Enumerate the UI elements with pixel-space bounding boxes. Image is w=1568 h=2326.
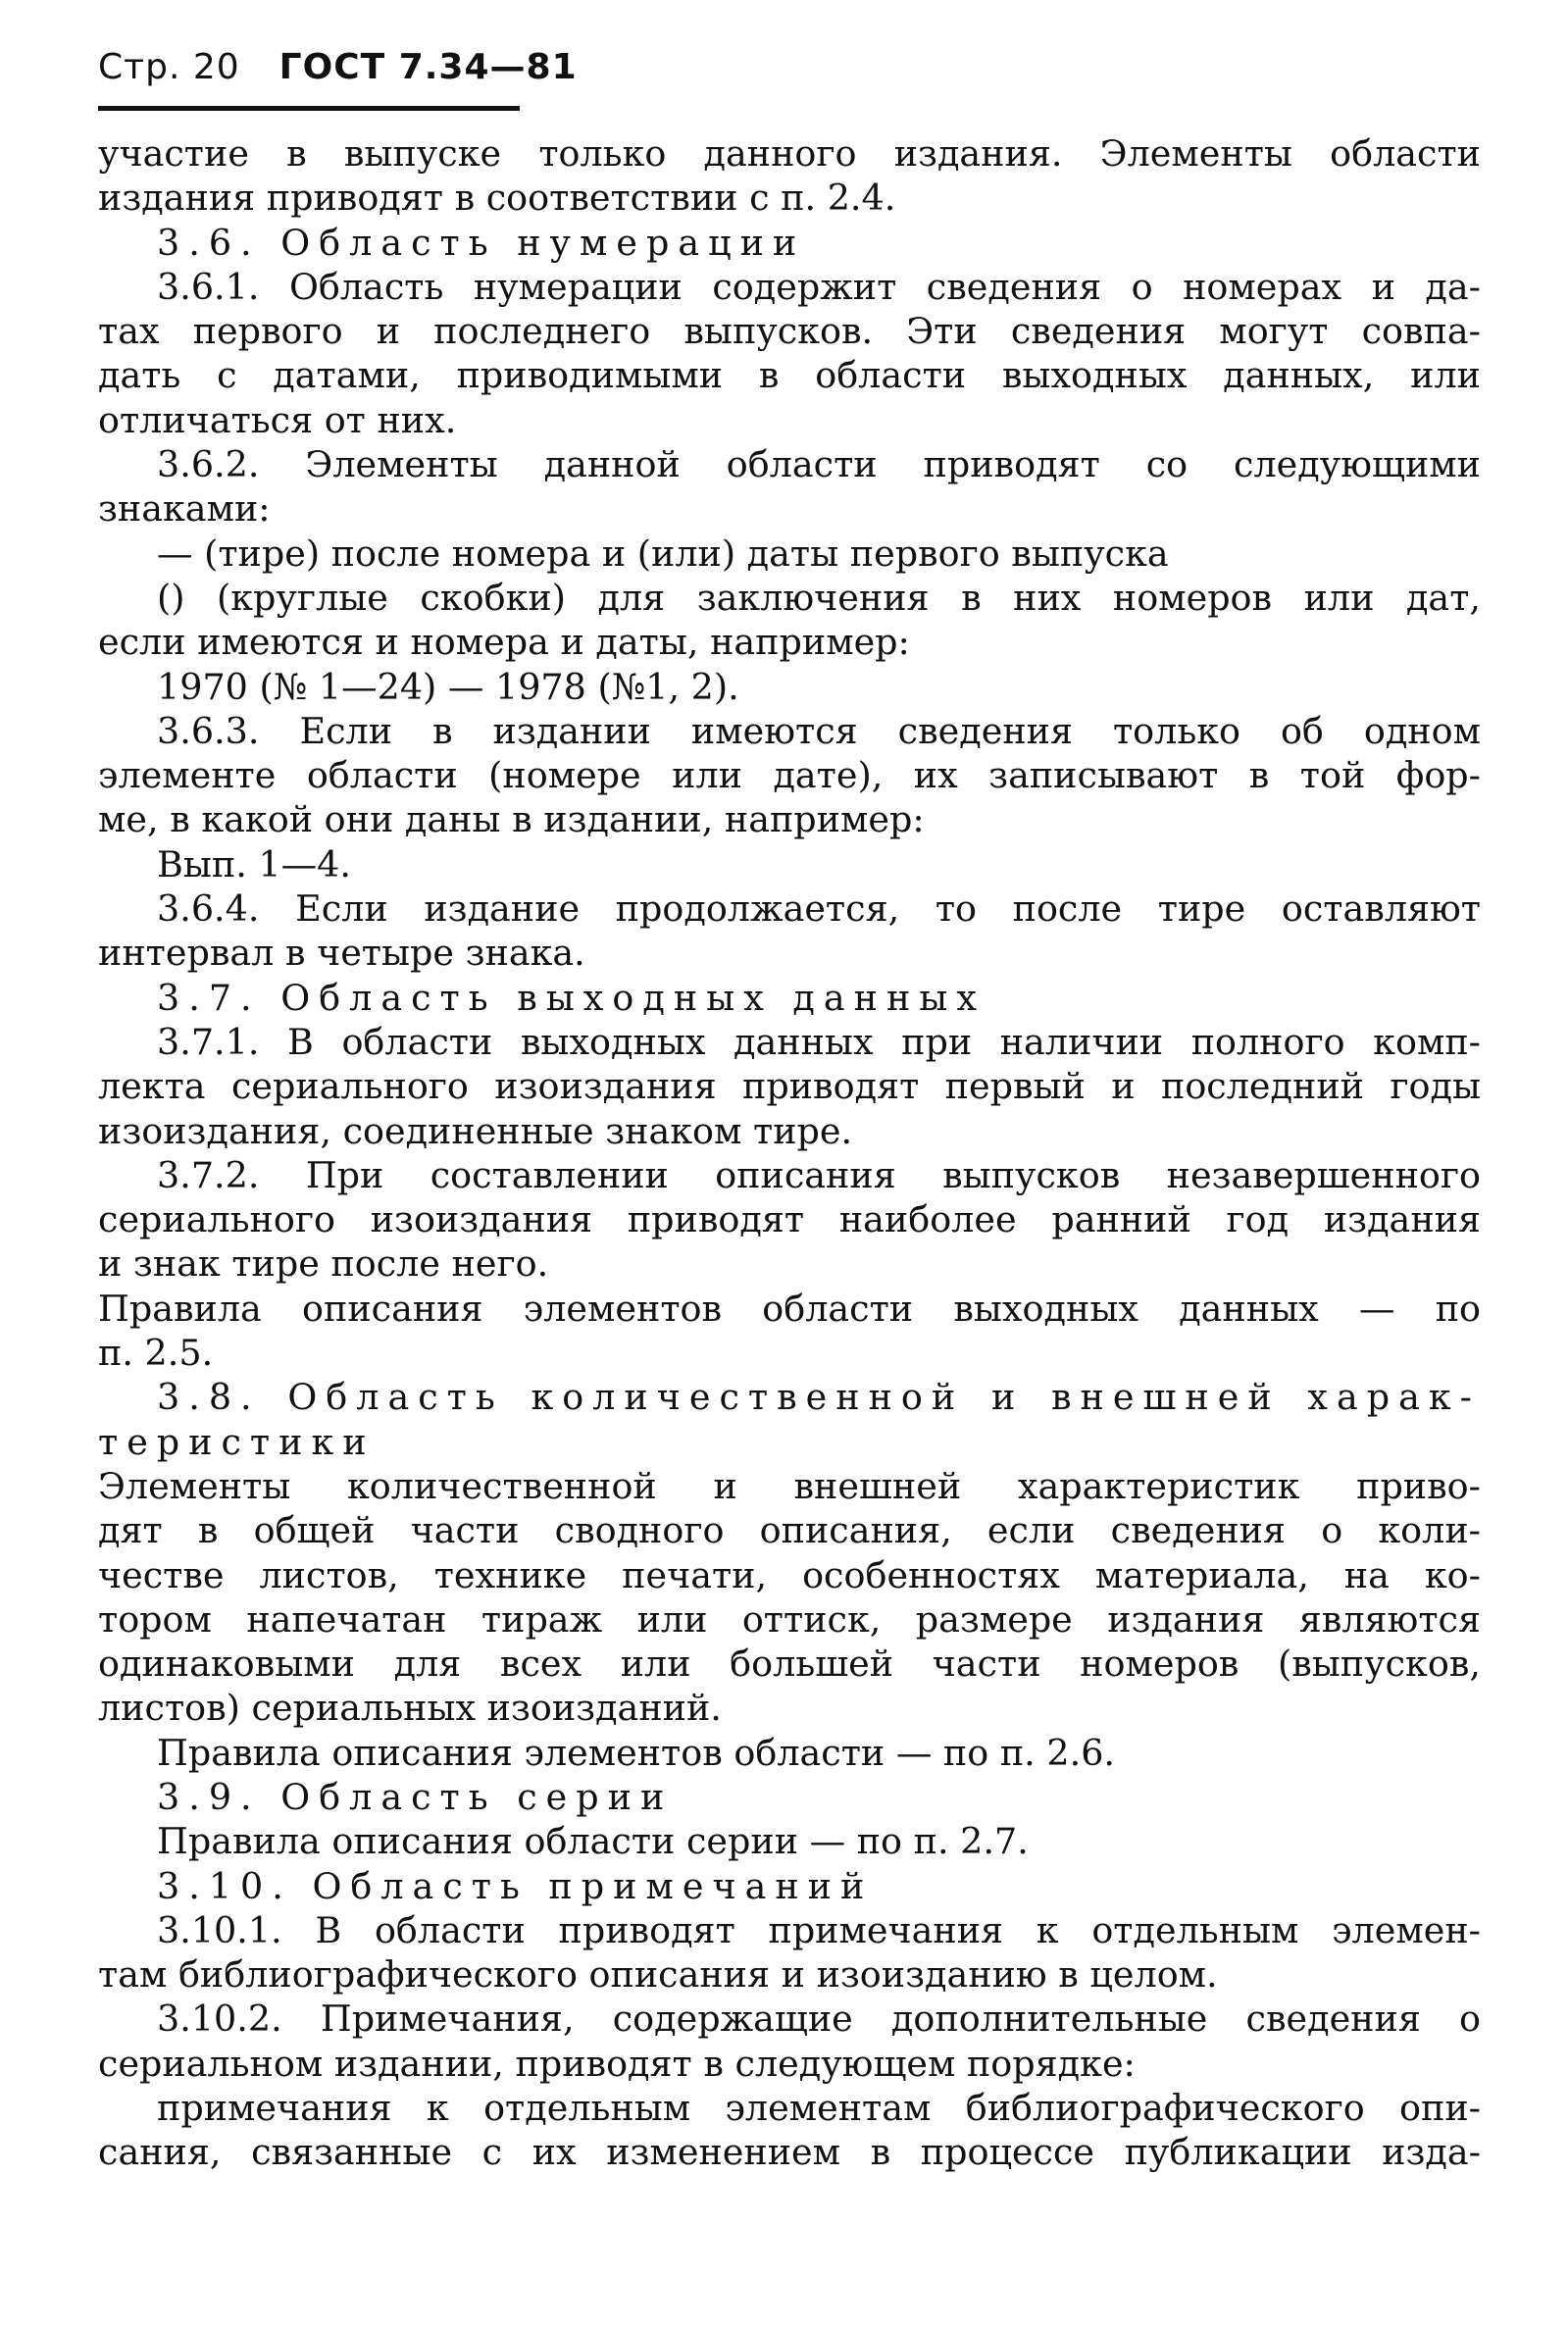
text-line: Вып. 1—4.: [157, 842, 351, 885]
section-heading: 3.7. Область выходных данных: [157, 976, 986, 1019]
section-heading: 3.6. Область нумерации: [157, 221, 806, 264]
text-line: 3.6.1. Область нумерации содержит сведения о номерах и да-: [157, 265, 1481, 308]
text-line: 3.6.2. Элементы данной области приводят со следующими: [157, 443, 1481, 486]
text-line: Правила описания элементов области выходных данных — по: [98, 1287, 1481, 1330]
text-line: 3.7.1. В области выходных данных при наличии полного комп-: [157, 1020, 1481, 1063]
text-line: там библиографического описания и изоизданию в целом.: [98, 1953, 1218, 1997]
text-line: знаками:: [98, 487, 271, 531]
body-text: [98, 131, 1481, 2175]
text-line: издания приводят в соответствии с п. 2.4.: [98, 177, 896, 220]
text-line: тах первого и последнего выпусков. Эти сведения могут совпа-: [98, 310, 1481, 353]
text-line: 3.7.2. При составлении описания выпусков незавершенного: [157, 1153, 1481, 1196]
section-heading: 3.9. Область серии: [157, 1775, 674, 1818]
text-line: изоиздания, соединенные знаком тире.: [98, 1109, 853, 1152]
page-header: [98, 47, 578, 102]
text-line: п. 2.5.: [98, 1332, 214, 1375]
text-line: интервал в четыре знака.: [98, 932, 585, 975]
text-line: Элементы количественной и внешней характеристик приво-: [98, 1464, 1481, 1507]
text-line: дать с датами, приводимыми в области выходных данных, или: [98, 354, 1481, 397]
text-line: Правила описания элементов области — по п. 2.6.: [157, 1731, 1116, 1774]
text-line: () (круглые скобки) для заключения в них номеров или дат,: [157, 576, 1481, 619]
text-line: 3.10.1. В области приводят примечания к отдельным элемен-: [157, 1908, 1481, 1951]
text-line: листов) сериальных изоизданий.: [98, 1687, 722, 1730]
section-heading: теристики: [98, 1420, 376, 1463]
text-line: ме, в какой они даны в издании, например:: [98, 798, 925, 841]
text-line: тором напечатан тираж или оттиск, размере издания являются: [98, 1597, 1481, 1641]
page-number: Стр. 20: [98, 47, 240, 87]
text-line: и знак тире после него.: [98, 1242, 549, 1286]
text-line: — (тире) после номера и (или) даты первого выпуска: [157, 531, 1169, 575]
text-line: отличаться от них.: [98, 398, 457, 441]
text-line: одинаковыми для всех или большей части номеров (выпусков,: [98, 1643, 1481, 1686]
text-line: лекта сериального изоиздания приводят первый и последний годы: [98, 1065, 1481, 1108]
text-line: сериального изоиздания приводят наиболее ранний год издания: [98, 1198, 1481, 1241]
text-line: 3.10.2. Примечания, содержащие дополнительные сведения о: [157, 1997, 1481, 2041]
text-line: честве листов, технике печати, особенностях материала, на ко-: [98, 1553, 1481, 1596]
text-line: 1970 (№ 1—24) — 1978 (№1, 2).: [157, 665, 739, 708]
text-line: если имеются и номера и даты, например:: [98, 621, 910, 664]
text-line: дят в общей части сводного описания, если сведения о коли-: [98, 1509, 1481, 1552]
section-heading: 3.8. Область количественной и внешней харак-: [157, 1376, 1481, 1419]
text-line: сериальном издании, приводят в следующем порядке:: [98, 2042, 1136, 2085]
text-line: примечания к отдельным элементам библиографического опи-: [157, 2087, 1481, 2130]
text-line: участие в выпуске только данного издания. Элементы области: [98, 132, 1481, 175]
text-line: сания, связанные с их изменением в процессе публикации изда-: [98, 2131, 1481, 2174]
text-line: элементе области (номере или дате), их записывают в той фор-: [98, 754, 1481, 797]
standard-designation: ГОСТ 7.34—81: [278, 47, 578, 87]
text-line: 3.6.4. Если издание продолжается, то после тире оставляют: [157, 887, 1481, 931]
text-line: 3.6.3. Если в издании имеются сведения только об одном: [157, 709, 1481, 752]
section-heading: 3.10. Область примечаний: [157, 1864, 874, 1907]
text-line: Правила описания области серии — по п. 2.7.: [157, 1820, 1029, 1863]
header-rule: [98, 106, 520, 111]
